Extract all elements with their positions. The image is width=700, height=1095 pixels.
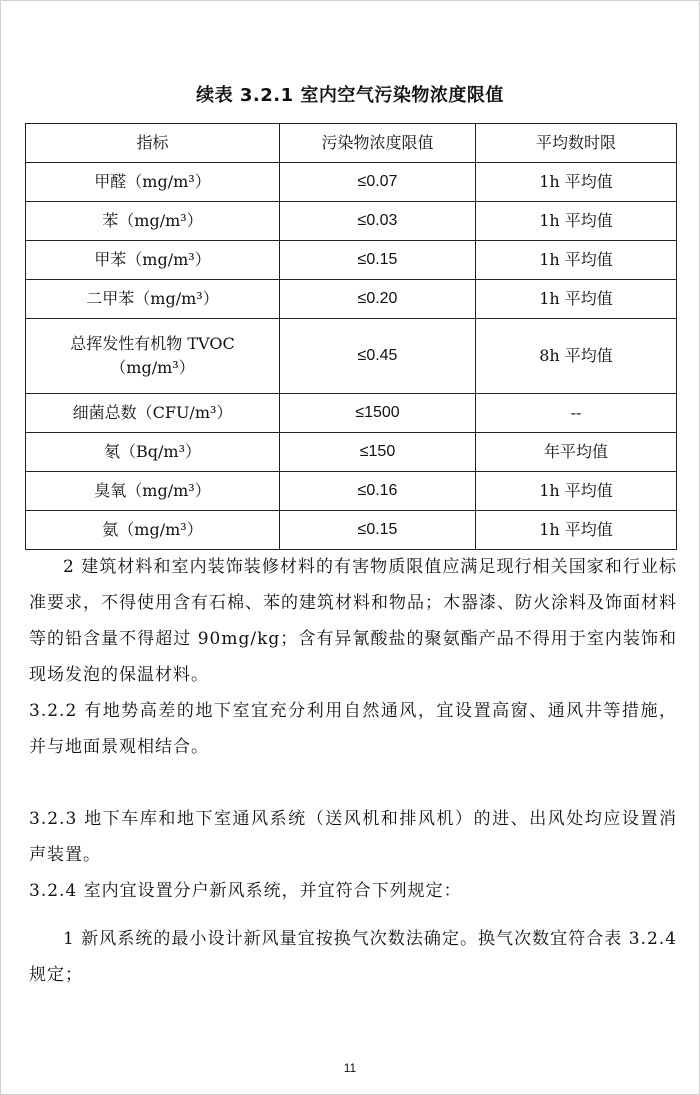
- page-number: 11: [343, 1061, 357, 1075]
- table-row: [26, 163, 677, 202]
- paragraph-3-2-4: 3.2.4 室内宜设置分户新风系统，并宜符合下列规定：: [29, 881, 462, 901]
- cell-limit: ≤0.15: [280, 241, 476, 280]
- cell-limit: ≤0.03: [280, 202, 476, 241]
- table-row: [26, 394, 677, 433]
- cell-limit: ≤0.20: [280, 280, 476, 319]
- table-row: [26, 319, 677, 394]
- cell-limit: ≤0.16: [280, 472, 476, 511]
- cell-limit: ≤0.15: [280, 511, 476, 550]
- cell-period: 年平均值: [476, 433, 677, 472]
- cell-period: 1h 平均值: [476, 280, 677, 319]
- table-row: [26, 472, 677, 511]
- paragraph-item-2: 2 建筑材料和室内装饰装修材料的有害物质限值应满足现行相关国家和行业标准要求，不得使用含有石棉、苯的建筑材料和物品；木器漆、防火涂料及饰面材料等的铅含量不得超过 90mg/kg；含有异氰酸盐的聚氨酯产品不得用于室内装饰和现场发泡的保温材料。: [29, 557, 677, 685]
- header-period: 平均数时限: [476, 124, 677, 163]
- cell-indicator: 苯（mg/m³）: [26, 202, 280, 241]
- cell-period: 1h 平均值: [476, 511, 677, 550]
- table-row: [26, 433, 677, 472]
- cell-indicator: 氡（Bq/m³）: [26, 433, 280, 472]
- table-row: [26, 202, 677, 241]
- table-title: 续表 3.2.1 室内空气污染物浓度限值: [196, 85, 504, 106]
- cell-indicator-line2: （mg/m³）: [110, 358, 195, 377]
- cell-indicator: 甲苯（mg/m³）: [26, 241, 280, 280]
- cell-indicator: 二甲苯（mg/m³）: [26, 280, 280, 319]
- cell-limit: ≤150: [280, 433, 476, 472]
- cell-indicator: [26, 319, 280, 394]
- cell-indicator: 细菌总数（CFU/m³）: [26, 394, 280, 433]
- paragraph-3-2-3: 3.2.3 地下车库和地下室通风系统（送风机和排风机）的进、出风处均应设置消声装置。: [29, 809, 677, 865]
- cell-indicator-line1: 总挥发性有机物 TVOC: [70, 334, 235, 353]
- table-row: [26, 280, 677, 319]
- table-header-row: [26, 124, 677, 163]
- header-limit: 污染物浓度限值: [280, 124, 476, 163]
- pollutant-limit-table: [25, 123, 677, 550]
- cell-indicator: 甲醛（mg/m³）: [26, 163, 280, 202]
- cell-indicator: 氨（mg/m³）: [26, 511, 280, 550]
- table-row: [26, 511, 677, 550]
- cell-limit: ≤0.45: [280, 319, 476, 394]
- paragraph-3-2-2: 3.2.2 有地势高差的地下室宜充分利用自然通风，宜设置高窗、通风井等措施，并与地面景观相结合。: [29, 701, 677, 757]
- cell-period: 1h 平均值: [476, 163, 677, 202]
- cell-period: --: [476, 394, 677, 433]
- cell-indicator: 臭氧（mg/m³）: [26, 472, 280, 511]
- cell-limit: ≤1500: [280, 394, 476, 433]
- cell-period: 1h 平均值: [476, 241, 677, 280]
- cell-period: 1h 平均值: [476, 472, 677, 511]
- header-indicator: 指标: [26, 124, 280, 163]
- paragraph-item-1: 1 新风系统的最小设计新风量宜按换气次数法确定。换气次数宜符合表 3.2.4 规定；: [29, 929, 677, 985]
- table-row: [26, 241, 677, 280]
- cell-limit: ≤0.07: [280, 163, 476, 202]
- cell-period: 1h 平均值: [476, 202, 677, 241]
- cell-period: 8h 平均值: [476, 319, 677, 394]
